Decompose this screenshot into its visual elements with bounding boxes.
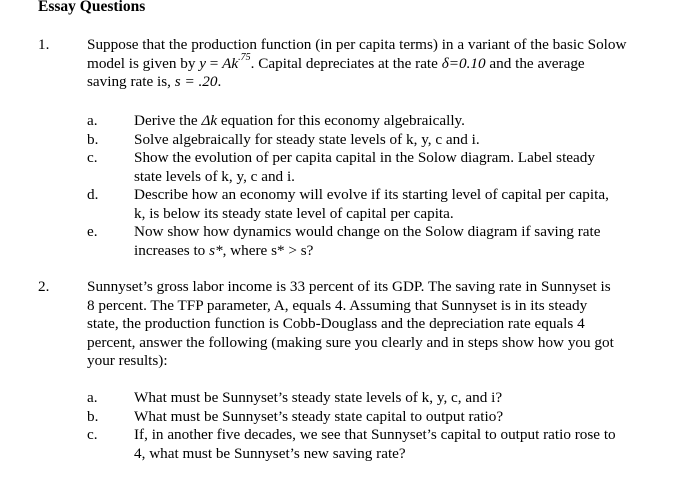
part-label: b. bbox=[87, 130, 99, 148]
part-label: c. bbox=[87, 149, 98, 166]
part-label: d. bbox=[87, 186, 99, 203]
part-text: Now show how dynamics would change on the Solow diagram if saving rate increases to s*, where s* > s? bbox=[134, 223, 601, 259]
part-text: Derive the Δk equation for this economy algebraically. bbox=[134, 112, 465, 129]
part-label: a. bbox=[87, 389, 98, 406]
question-1-stem: Suppose that the production function (in per capita terms) in a variant of the basic Solow model is given by $y = Ak^{.75}$. Capital depreciates at the rate δ=0.10 and the average saving rate is, s = .20. bbox=[87, 36, 627, 91]
part-text: Show the evolution of per capita capital in the Solow diagram. Label steady state levels of k, y, c and i. bbox=[134, 149, 595, 185]
part-text: What must be Sunnyset’s steady state capital to output ratio? bbox=[134, 407, 504, 425]
question-number: 1. bbox=[38, 36, 50, 53]
part-text: Solve algebraically for steady state levels of k, y, c and i. bbox=[134, 130, 480, 148]
section-heading: Essay Questions bbox=[38, 0, 146, 15]
part-text: Describe how an economy will evolve if its starting level of capital per capita, k, is below its steady state level of capital per capita. bbox=[134, 186, 609, 222]
part-label: c. bbox=[87, 426, 98, 443]
question-2-stem: Sunnyset’s gross labor income is 33 percent of its GDP. The saving rate in Sunnyset is 8 percent. The TFP parameter, A, equals 4. Assuming that Sunnyset is in its steady state, the production function is Cobb-Douglass and the depreciation rate equals 4 percent, answer the following (making sure you clearly and in steps show how you got your results): bbox=[87, 278, 614, 370]
part-text: If, in another five decades, we see that Sunnyset’s capital to output ratio rose to 4, what must be Sunnyset’s new saving rate? bbox=[134, 426, 616, 462]
question-number: 2. bbox=[38, 278, 50, 295]
part-label: b. bbox=[87, 407, 99, 425]
part-label: e. bbox=[87, 223, 98, 240]
part-text: What must be Sunnyset’s steady state levels of k, y, c, and i? bbox=[134, 389, 503, 406]
part-label: a. bbox=[87, 112, 98, 129]
